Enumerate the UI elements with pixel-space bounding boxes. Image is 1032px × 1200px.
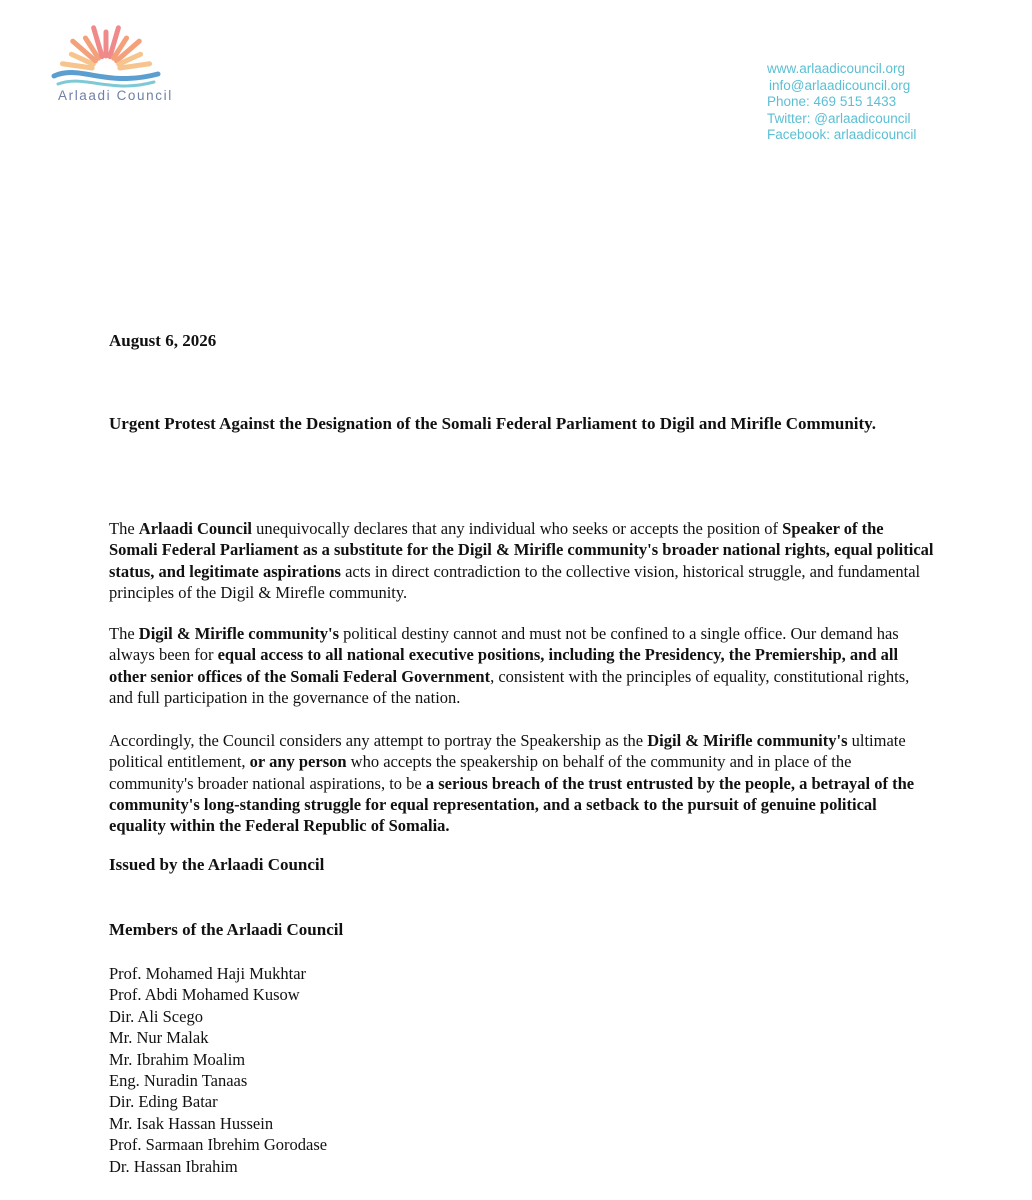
member-name: Dr. Hassan Ibrahim — [109, 1156, 238, 1176]
member-name: Prof. Abdi Mohamed Kusow — [109, 985, 300, 1005]
body-text: acts in direct contradiction to the collective vision, historical struggle, and fundamental principles of the Digil & Mirefle community. — [109, 561, 921, 602]
emphasis-text: Digil & Mirifle community's — [138, 624, 340, 643]
phone-number: Phone: 469 515 1433 — [767, 94, 897, 109]
emphasis-text: Speaker of the Somali Federal Parliament as a substitute for the Digil & Mirifle community's broader national rights, equal political status, and legitimate aspirations — [109, 519, 934, 581]
member-name: Dir. Eding Batar — [109, 1092, 218, 1112]
emphasis-text: equal access to all national executive positions, including the Presidency, the Premiership, and all other senior offices of the Somali Federal Government — [109, 645, 899, 686]
website-link[interactable]: www.arlaadicouncil.org — [767, 61, 906, 76]
member-name: Prof. Mohamed Haji Mukhtar — [109, 964, 307, 983]
body-text: The — [109, 519, 139, 538]
body-text: political destiny cannot and must not be confined to a single office. Our demand has always been for — [109, 624, 899, 665]
member-name: Mr. Nur Malak — [109, 1028, 209, 1048]
arlaadi-council-logo — [28, 10, 173, 103]
members-heading: Members of the Arlaadi Council — [109, 920, 344, 939]
body-text: unequivocally declares that any individual who seeks or accepts the position of — [252, 519, 783, 538]
body-text: The — [109, 624, 139, 643]
body-text: ultimate political entitlement, — [109, 731, 906, 772]
body-text: Accordingly, the Council considers any attempt to portray the Speakership as the — [109, 731, 648, 750]
member-name: Eng. Nuradin Tanaas — [109, 1071, 248, 1091]
org-name: Arlaadi Council — [58, 88, 173, 103]
paragraph-1 — [109, 518, 935, 603]
twitter-handle[interactable]: Twitter: @arlaadicouncil — [767, 110, 911, 126]
members-list — [109, 963, 327, 1177]
letter-subject: Urgent Protest Against the Designation of the Somali Federal Parliament to Digil and Mirifle Community. — [109, 414, 876, 433]
paragraph-3 — [109, 730, 935, 836]
emphasis-text: Digil & Mirifle community's — [647, 731, 848, 750]
body-text: , consistent with the principles of equality, constitutional rights, and full participation in the governance of the nation. — [109, 666, 910, 707]
member-name: Prof. Sarmaan Ibrehim Gorodase — [109, 1135, 328, 1155]
facebook-handle[interactable]: Facebook: arlaadicouncil — [767, 127, 917, 142]
emphasis-text: Arlaadi Council — [138, 519, 253, 538]
sunrise-logo-icon — [50, 14, 162, 90]
body-text: who accepts the speakership on behalf of the community and in place of the community's broader national aspirations, to be — [109, 752, 852, 793]
member-name: Mr. Isak Hassan Hussein — [109, 1113, 274, 1133]
emphasis-text: a serious breach of the trust entrusted by the people, a betrayal of the community's long-standing struggle for equal representation, and a setback to the pursuit of genuine political equality within the Federal Republic of Somalia. — [109, 773, 915, 836]
member-name: Dir. Ali Scego — [109, 1006, 203, 1026]
issued-by: Issued by the Arlaadi Council — [109, 855, 325, 874]
letter-date: August 6, 2026 — [109, 331, 217, 350]
member-name: Mr. Ibrahim Moalim — [109, 1049, 246, 1069]
contact-info — [767, 61, 916, 144]
email-link[interactable]: info@arlaadicouncil.org — [769, 77, 911, 93]
paragraph-2 — [109, 623, 935, 708]
emphasis-text: or any person — [249, 752, 347, 772]
